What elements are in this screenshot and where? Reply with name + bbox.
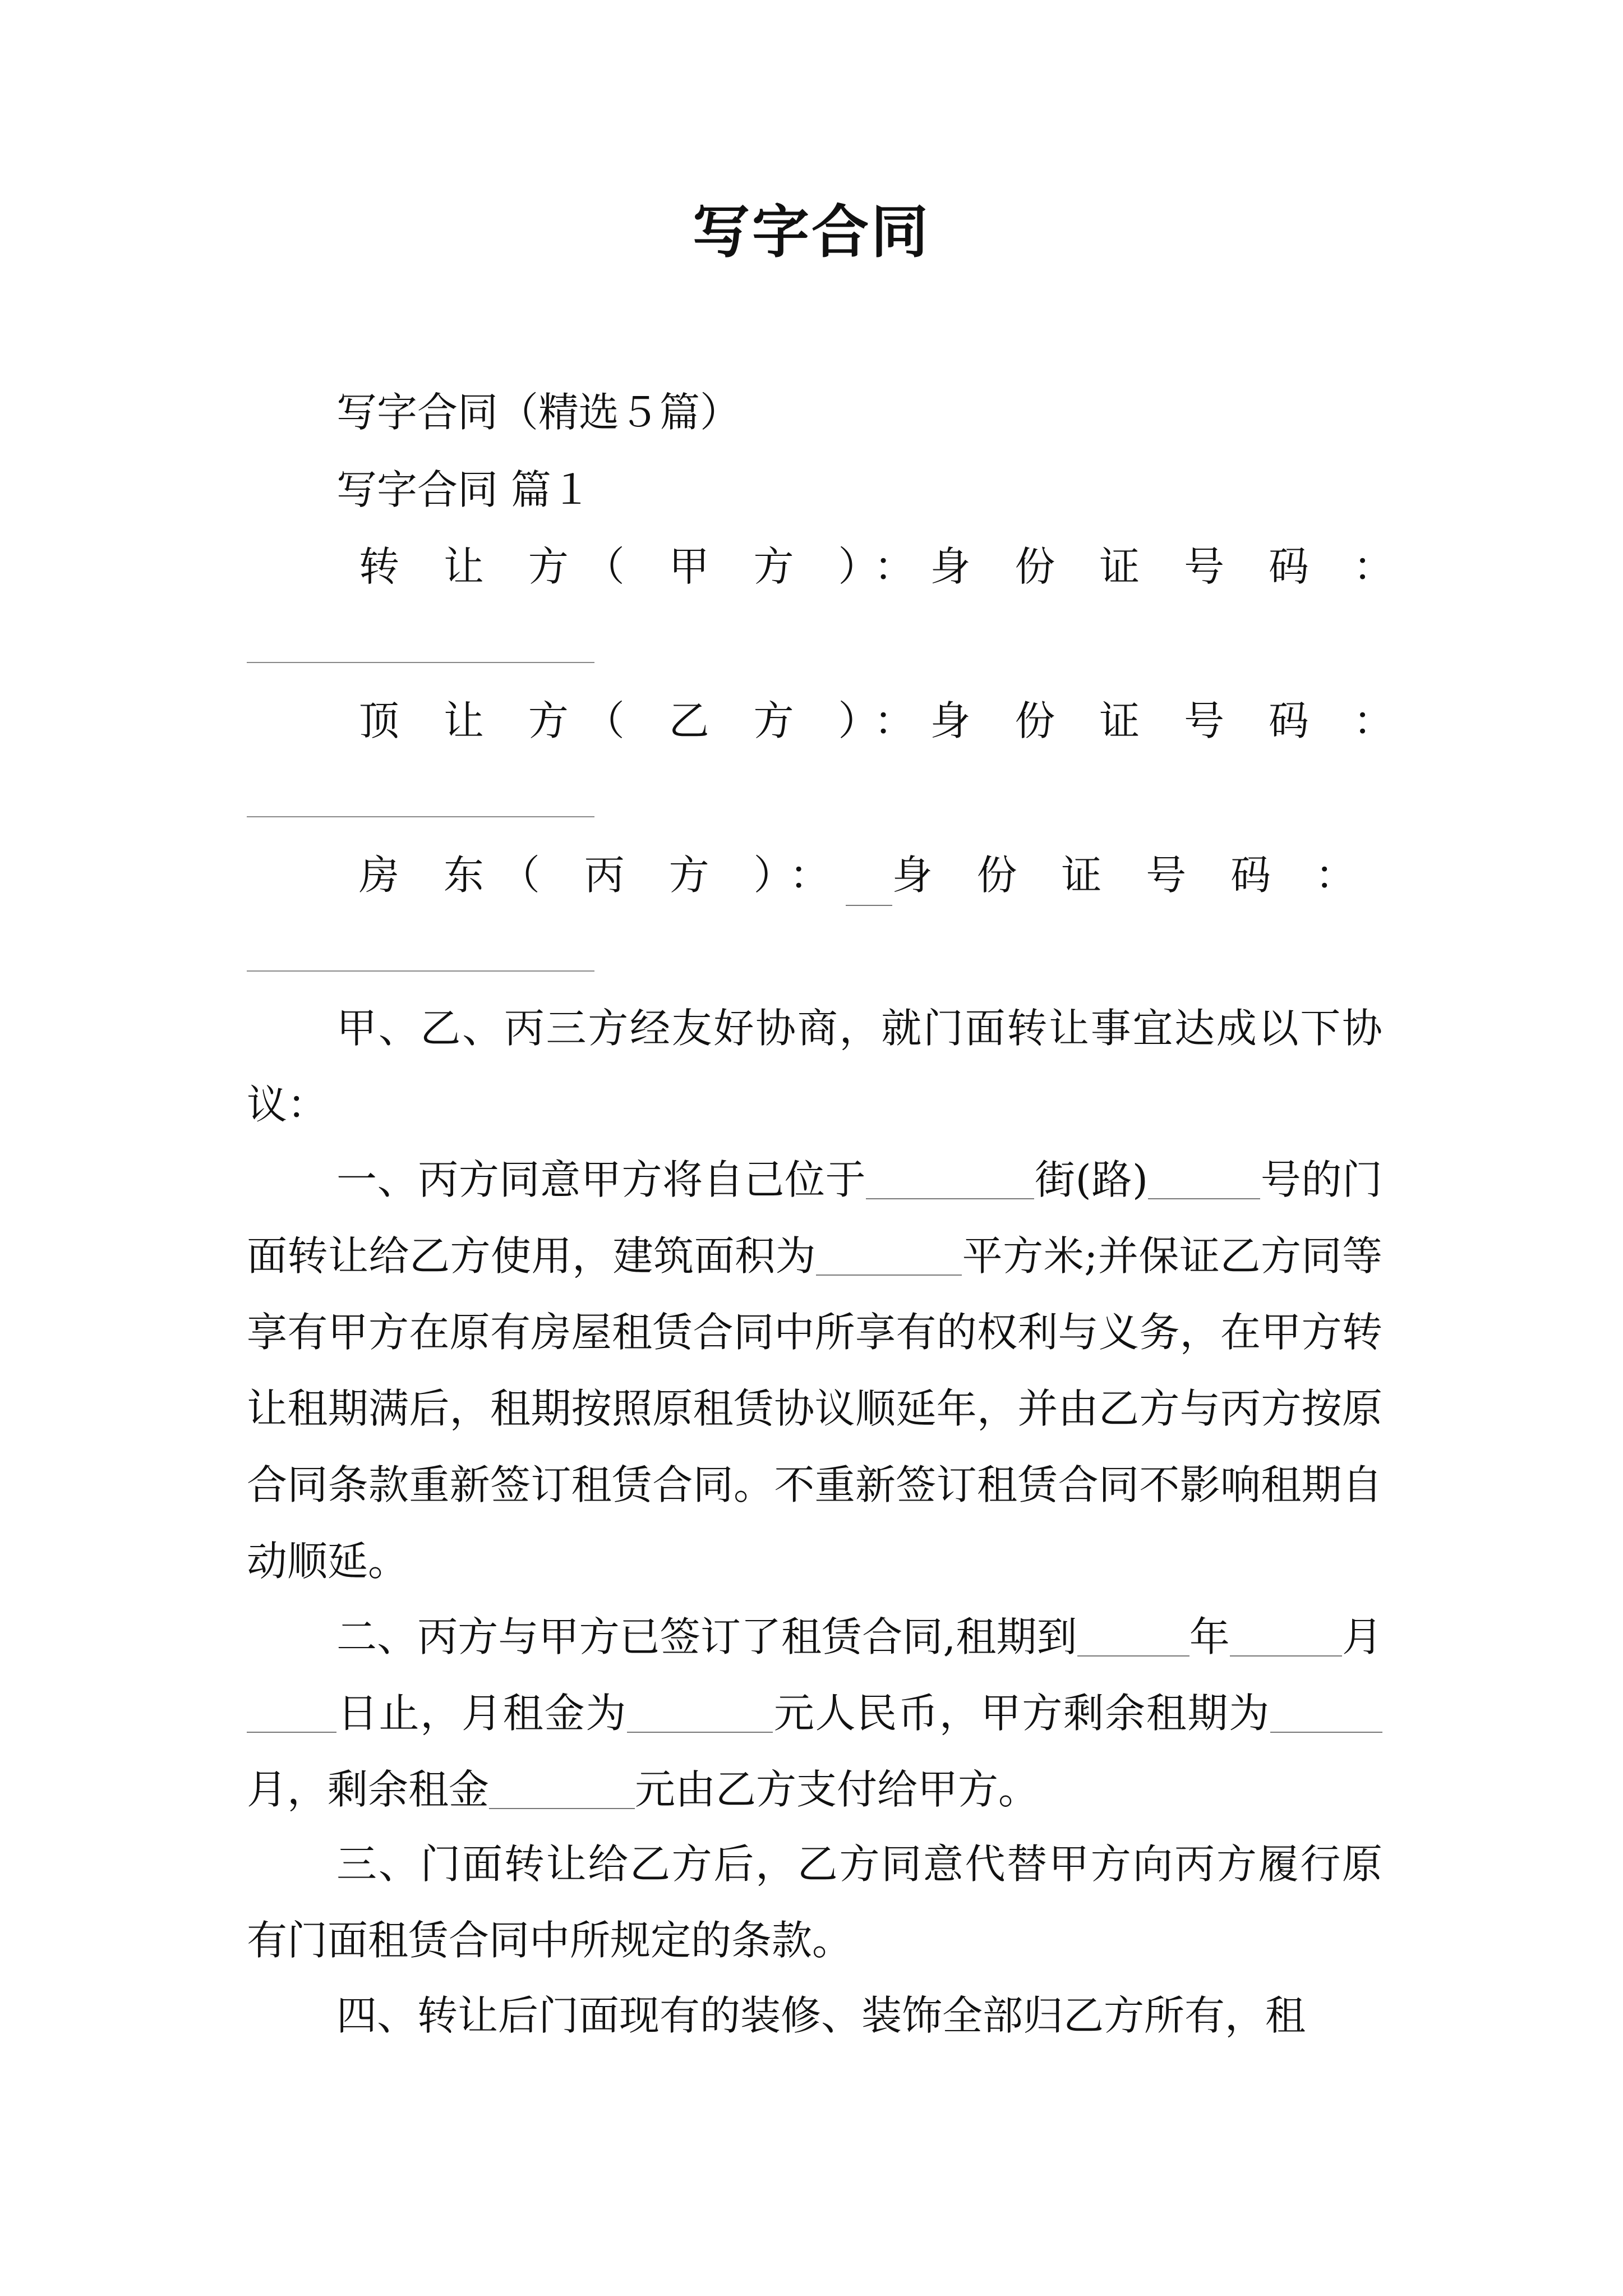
clause-3-paragraph: 三、门面转让给乙方后，乙方同意代替甲方向丙方履行原有门面租赁合同中所规定的条款。 xyxy=(247,1841,1382,1964)
clause-2-text-b: 年 xyxy=(1189,1613,1230,1660)
clause-1-text-c: 号的门面转让给乙方使用，建筑面积为 xyxy=(247,1156,1382,1280)
clause-1-text-b: 街(路) xyxy=(1034,1156,1149,1203)
rent-blank xyxy=(627,1691,773,1733)
party-row-transferee xyxy=(359,690,1409,752)
clause-2-text-g: 元由乙方支付给甲方。 xyxy=(635,1766,1039,1813)
id-number-blank xyxy=(247,816,594,817)
id-number-blank xyxy=(247,662,594,663)
section-heading: 写字合同 篇１ xyxy=(336,466,592,513)
clause-2-text-f: 月，剩余租金 xyxy=(247,1766,490,1813)
remaining-rent-blank xyxy=(489,1768,635,1809)
clause-2-text-e: 元人民币，甲方剩余租期为 xyxy=(773,1690,1270,1737)
number-blank xyxy=(1148,1158,1260,1199)
party-label-transferee: 顶 让 方（ 乙 方 ）： xyxy=(359,697,930,744)
party-label-transferor: 转 让 方（ 甲 方 ）： xyxy=(359,543,930,590)
clause-2-text-a: 二、丙方与甲方已签订了租赁合同,租期到 xyxy=(336,1613,1077,1660)
intro-paragraph: 甲、乙、丙三方经友好协商，就门面转让事宜达成以下协议： xyxy=(247,1005,1382,1128)
document-subtitle: 写字合同（精选５篇） xyxy=(336,389,741,436)
month-blank xyxy=(1230,1615,1342,1657)
year-blank xyxy=(1077,1615,1189,1657)
clause-2-text-c: 月 xyxy=(1341,1613,1382,1660)
party-name-blank xyxy=(846,860,892,906)
clause-1-paragraph xyxy=(247,1142,1382,1599)
id-number-label: 身 份 证 号 码 ： xyxy=(930,697,1409,744)
clause-1-text-d: 平方米;并保证乙方同等享有甲方在原有房屋租赁合同中所享有的权利与义务，在甲方转让租期满后，租期按照原租赁协议顺延年，并由乙方与丙方按原合同条款重新签订租赁合同。不重新签订租赁合同不影响租期自动顺延。 xyxy=(247,1232,1382,1585)
clause-1-text-a: 一、丙方同意甲方将自己位于 xyxy=(336,1156,866,1203)
id-number-label: 身 份 证 号 码 ： xyxy=(930,543,1409,590)
id-number-label: 身 份 证 号 码 ： xyxy=(892,852,1371,899)
remaining-term-blank xyxy=(1270,1691,1382,1733)
clause-2-paragraph xyxy=(247,1599,1382,1828)
party-row-transferor xyxy=(359,536,1409,597)
area-blank xyxy=(816,1234,962,1276)
party-label-landlord: 房 东（ 丙 方 ）： xyxy=(359,852,846,899)
clause-2-text-d: 日止，月租金为 xyxy=(336,1690,628,1737)
document-title: 写字合同 xyxy=(693,199,930,266)
street-blank xyxy=(866,1158,1034,1199)
clause-4-paragraph: 四、转让后门面现有的装修、装饰全部归乙方所有，租 xyxy=(336,1992,1306,2039)
id-number-blank xyxy=(247,970,594,972)
day-blank xyxy=(247,1691,336,1733)
party-row-landlord xyxy=(359,844,1371,906)
